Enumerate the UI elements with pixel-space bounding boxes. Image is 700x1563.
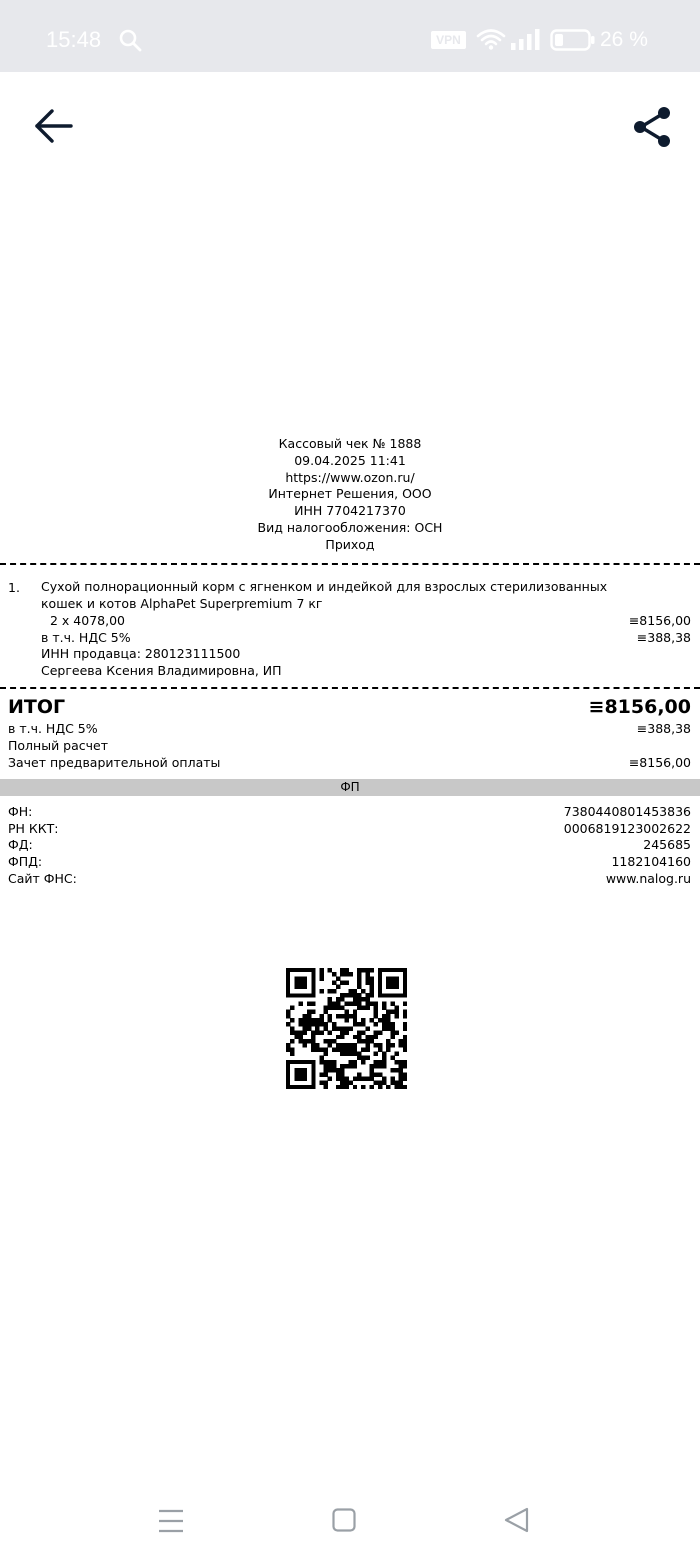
item-seller-name-row [8,662,691,679]
item-seller-inn-row [8,645,691,662]
receipt-header [0,436,700,554]
fiscal-row [8,803,691,820]
total-value: ≡8156,00 [588,696,691,718]
divider [0,563,700,565]
battery-icon [550,29,596,51]
fiscal-row [8,870,691,887]
arrow-left-icon[interactable] [30,103,76,149]
fiscal-fd-value: 245685 [643,837,691,852]
prepayment-value: ≡8156,00 [628,755,691,770]
fiscal-rn-kkt-value: 0006819123002622 [563,821,691,836]
item-seller-inn: ИНН продавца: 280123111500 [41,646,241,661]
total-vat-label: в т.ч. НДС 5% [8,721,98,736]
status-time: 15:48 [46,27,102,52]
back-triangle-icon[interactable] [504,1507,530,1533]
receipt-number: Кассовый чек № 1888 [278,436,422,451]
receipt-tax-system: Вид налогообложения: ОСН [257,519,443,535]
divider [0,687,700,689]
search-icon [118,28,142,52]
receipt-operation: Приход [325,536,375,552]
fp-section-title: ФП [0,779,700,796]
share-icon[interactable] [630,104,674,150]
qr-code [286,968,407,1089]
signal-icon [510,29,542,51]
status-bar [0,0,700,72]
vpn-badge: VPN [431,31,466,49]
item-number: 1. [8,580,20,595]
fiscal-row [8,820,691,837]
fiscal-row [8,853,691,870]
item-sum: ≡8156,00 [628,613,691,628]
fiscal-fn-value: 7380440801453836 [563,804,691,819]
total-vat-row [8,720,691,737]
menu-icon[interactable] [158,1508,184,1534]
item-vat-row [8,629,691,646]
fiscal-rn-kkt-label: РН ККТ: [8,821,59,836]
fiscal-fns-site-value: www.nalog.ru [605,871,691,886]
battery-percent: 26 % [600,28,648,51]
total-vat-value: ≡388,38 [636,721,691,736]
fiscal-fd-label: ФД: [8,837,33,852]
item-vat-label: в т.ч. НДС 5% [41,630,131,645]
receipt-company: Интернет Решения, ООО [268,486,432,502]
receipt-inn: ИНН 7704217370 [294,503,406,519]
item-vat-value: ≡388,38 [636,630,691,645]
fiscal-fns-site-label: Сайт ФНС: [8,871,77,886]
total-row [8,694,691,720]
receipt-datetime: 09.04.2025 11:41 [294,452,406,468]
prepayment-row [8,754,691,771]
fiscal-fpd-label: ФПД: [8,854,43,869]
receipt-site: https://www.ozon.ru/ [285,469,415,485]
home-icon[interactable] [332,1508,356,1532]
prepayment-label: Зачет предварительной оплаты [8,755,221,770]
item-qty-row [8,612,691,629]
item-seller-name: Сергеева Ксения Владимировна, ИП [41,663,282,678]
fiscal-row [8,836,691,853]
payment-type-row [8,737,691,754]
fiscal-fpd-value: 1182104160 [611,854,691,869]
item-name: Сухой полнорационный корм с ягненком и индейкой для взрослых стерилизованных кошек и котов AlphaPet Superpremium 7 кг [41,579,608,611]
item-qty-price: 2 x 4078,00 [50,613,125,628]
wifi-icon [476,28,506,50]
fiscal-fn-label: ФН: [8,804,33,819]
total-label: ИТОГ [8,696,66,718]
payment-type: Полный расчет [8,738,108,753]
